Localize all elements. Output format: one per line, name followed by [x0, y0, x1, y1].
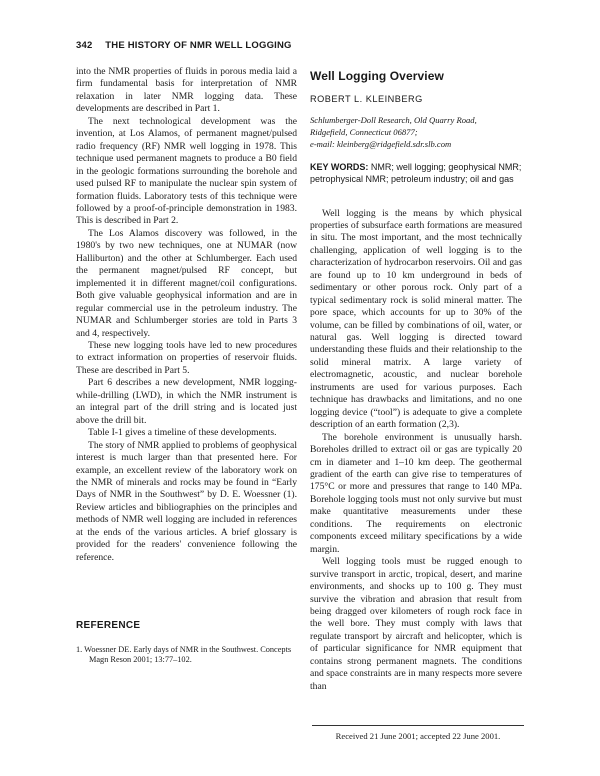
keywords-text: NMR; well logging; geophysical NMR; petrophysical NMR; petroleum industry; oil and gas — [310, 161, 522, 185]
right-paragraph-2: The borehole environment is unusually harsh. Boreholes drilled to extract oil or gas are typically 20 cm in diameter and 1–10 km deep. The geothermal gradient of the earth can give rise to temperatures of 175°C or more and pressures that range to 140 MPa. Borehole logging tools must not only survive but must make quantitative measurements under these conditions. The requirements on electronic components exceed military specifications by a wide margin. — [310, 431, 522, 555]
left-paragraph-5: Part 6 describes a new development, NMR logging-while-drilling (LWD), in which the NMR instrument is an integral part of the drill string and is located just above the drill bit. — [76, 377, 297, 426]
running-header — [76, 40, 292, 51]
reference-item: 1. Woessner DE. Early days of NMR in the Southwest. Concepts Magn Reson 2001; 13:77–102. — [76, 644, 292, 665]
left-paragraph-7: The story of NMR applied to problems of geophysical interest is much larger than that presented here. For example, an excellent review of the laboratory work on the NMR of minerals and rocks may be found in “Early Days of NMR in the Southwest” by D. E. Woessner (1). Review articles and bibliographies on the principles and methods of NMR well logging are included in references at the ends of the various articles. A brief glossary is provided for the readers' convenience following the reference. — [76, 439, 297, 563]
left-column — [76, 66, 297, 666]
running-title: THE HISTORY OF NMR WELL LOGGING — [105, 40, 292, 51]
article-title: Well Logging Overview — [310, 69, 444, 83]
left-paragraph-1: into the NMR properties of fluids in porous media laid a firm fundamental basis for interpretation of NMR relaxation in later NMR logging data. These developments are described in Part 1. — [76, 66, 297, 115]
page-number: 342 — [76, 40, 93, 51]
left-paragraph-2: The next technological development was the invention, at Los Alamos, of permanent magnet/pulsed radio frequency (RF) NMR well logging in 1978. This technique used permanent magnets to produce a B0 field in the geologic formations surrounding the borehole and used pulsed RF to manipulate the nuclear spin system of formation fluids. Laboratory tests of this technique were followed by a proof-of-principle demonstration in 1983. This is described in Part 2. — [76, 115, 297, 227]
affiliation-email: e-mail: kleinberg@ridgefield.sdr.slb.com — [310, 138, 452, 149]
author-affiliation — [310, 114, 522, 150]
left-paragraph-4: These new logging tools have led to new procedures to extract information on properties of reservoir fluids. These are described in Part 5. — [76, 339, 297, 376]
left-paragraph-6: Table I-1 gives a timeline of these developments. — [88, 427, 277, 439]
right-paragraph-3: Well logging tools must be rugged enough to survive transport in arctic, tropical, desert, and marine environments, and shocks up to 100 g. They must survive the vibration and abrasion that result from being dragged over kilometers of rough rock face in the well bore. They must comply with laws that regulate transport by aircraft and helicopter, which is of particular significance for NMR equipment that contains strong permanent magnets. The conditions and space constraints are in many respects more severe than — [310, 556, 522, 692]
author-name: ROBERT L. KLEINBERG — [310, 94, 423, 105]
reference-heading: REFERENCE — [76, 620, 141, 632]
received-note: Received 21 June 2001; accepted 22 June 2001. — [312, 725, 524, 741]
right-column — [310, 66, 522, 693]
keywords — [310, 161, 522, 186]
keywords-label: KEY WORDS: — [310, 161, 369, 172]
affiliation-line: Ridgefield, Connecticut 06877; — [310, 126, 418, 137]
right-paragraph-1: Well logging is the means by which physical properties of subsurface earth formations are measured in situ. The most important, and the most technically challenging, application of well logging is to the characterization of hydrocarbon reservoirs. Oil and gas are found up to 10 km underground in beds of sedimentary or other porous rock. Only part of a typical sedimentary rock is solid mineral matter. The pore space, which accounts for up to 30% of the volume, can be filled by combinations of oil, water, or natural gas. Well logging is directed toward understanding these fluids and their relationship to the solid mineral matrix. A large variety of electromagnetic, acoustic, and nuclear borehole instruments are used for various purposes. Each technique has drawbacks and limitations, and no one logging device (“tool”) is adequate to give a complete description of an earth formation (2,3). — [310, 207, 522, 431]
affiliation-line: Schlumberger-Doll Research, Old Quarry Road, — [310, 114, 477, 125]
left-paragraph-3: The Los Alamos discovery was followed, in the 1980's by two new techniques, one at NUMAR (now Halliburton) and the other at Schlumberger. Each used the permanent magnet/pulsed RF concept, but implemented it in different magnet/coil configurations. Both give valuable geophysical information and are in regular commercial use in the petroleum industry. The NUMAR and Schlumberger stories are told in Parts 3 and 4, respectively. — [76, 227, 297, 339]
